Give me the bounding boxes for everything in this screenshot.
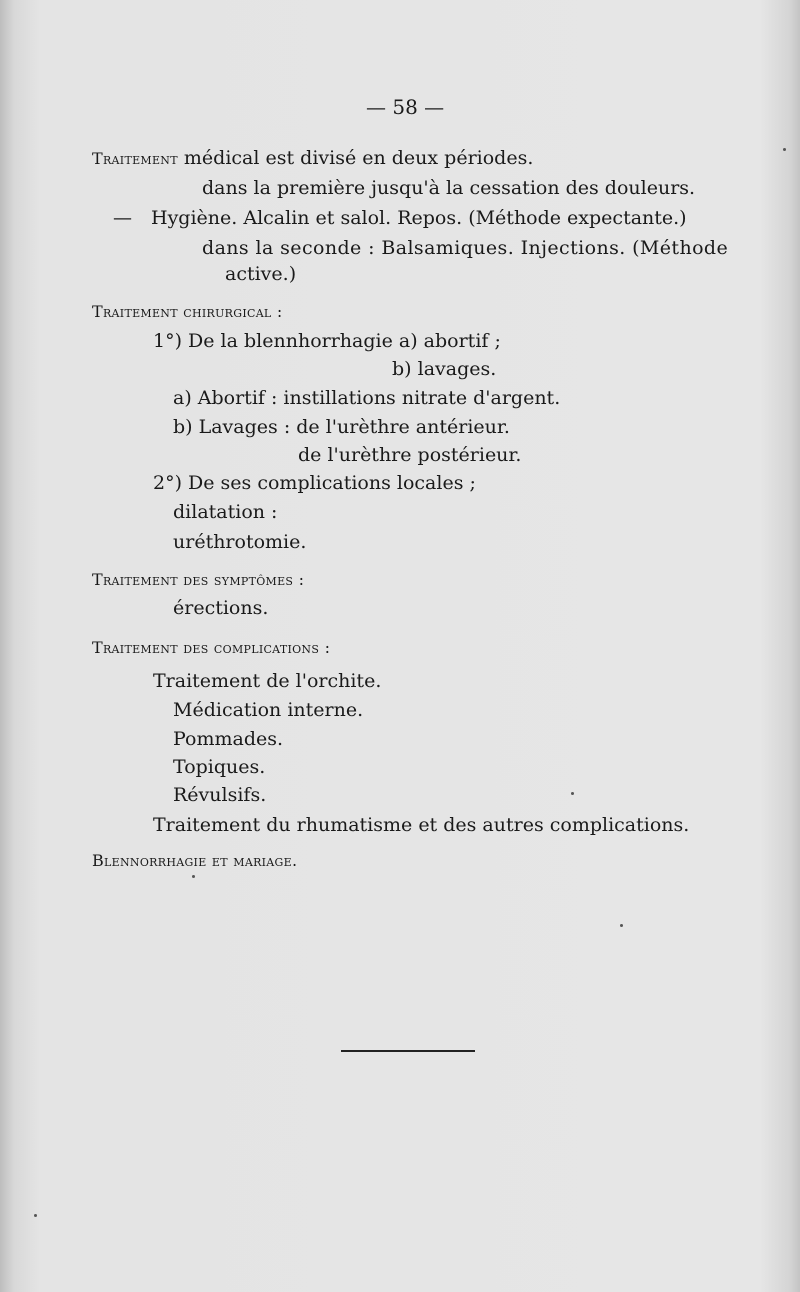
text-line: b) lavages. — [392, 358, 497, 380]
text-line: dans la première jusqu'à la cessation des douleurs. — [202, 177, 696, 199]
text-line: dans la seconde : Balsamiques. Injections. (Méthode — [202, 237, 729, 259]
dash-mark: — — [113, 207, 132, 229]
text-line: 1°) De la blennhorrhagie a) abortif ; — [153, 330, 501, 352]
text-line: de l'urèthre postérieur. — [298, 444, 522, 466]
section-complications-heading: Traitement des complications : — [92, 638, 331, 657]
text-line: 2°) De ses complications locales ; — [153, 472, 476, 494]
text-line: Médication interne. — [173, 699, 364, 721]
text-line: Révulsifs. — [173, 784, 267, 806]
end-rule — [341, 1050, 475, 1052]
section-medical-label: Traitement — [92, 149, 178, 168]
text-line: a) Abortif : instillations nitrate d'argent. — [173, 387, 561, 409]
section-symptomes-heading: Traitement des symptômes : — [92, 570, 305, 589]
text-line: Topiques. — [173, 756, 266, 778]
text-line: Traitement de l'orchite. — [153, 670, 382, 692]
section-medical-text: médical est divisé en deux périodes. — [177, 147, 534, 169]
print-speck — [783, 148, 786, 151]
text-line: b) Lavages : de l'urèthre antérieur. — [173, 416, 510, 438]
print-speck — [34, 1214, 37, 1217]
print-speck — [571, 792, 574, 795]
page-number: — 58 — — [366, 95, 445, 119]
text-line: érections. — [173, 597, 269, 619]
section-mariage-heading: Blennorrhagie et mariage. — [92, 851, 298, 870]
text-line: Hygiène. Alcalin et salol. Repos. (Méthode expectante.) — [151, 207, 687, 229]
text-line: Pommades. — [173, 728, 284, 750]
text-line: Traitement du rhumatisme et des autres complications. — [153, 814, 690, 836]
text-line: uréthrotomie. — [173, 531, 307, 553]
text-line: active.) — [225, 263, 297, 285]
print-speck — [620, 924, 623, 927]
print-speck — [192, 875, 195, 878]
text-line: dilatation : — [173, 501, 278, 523]
section-chirurgical-heading: Traitement chirurgical : — [92, 302, 283, 321]
section-medical-heading — [92, 146, 533, 171]
